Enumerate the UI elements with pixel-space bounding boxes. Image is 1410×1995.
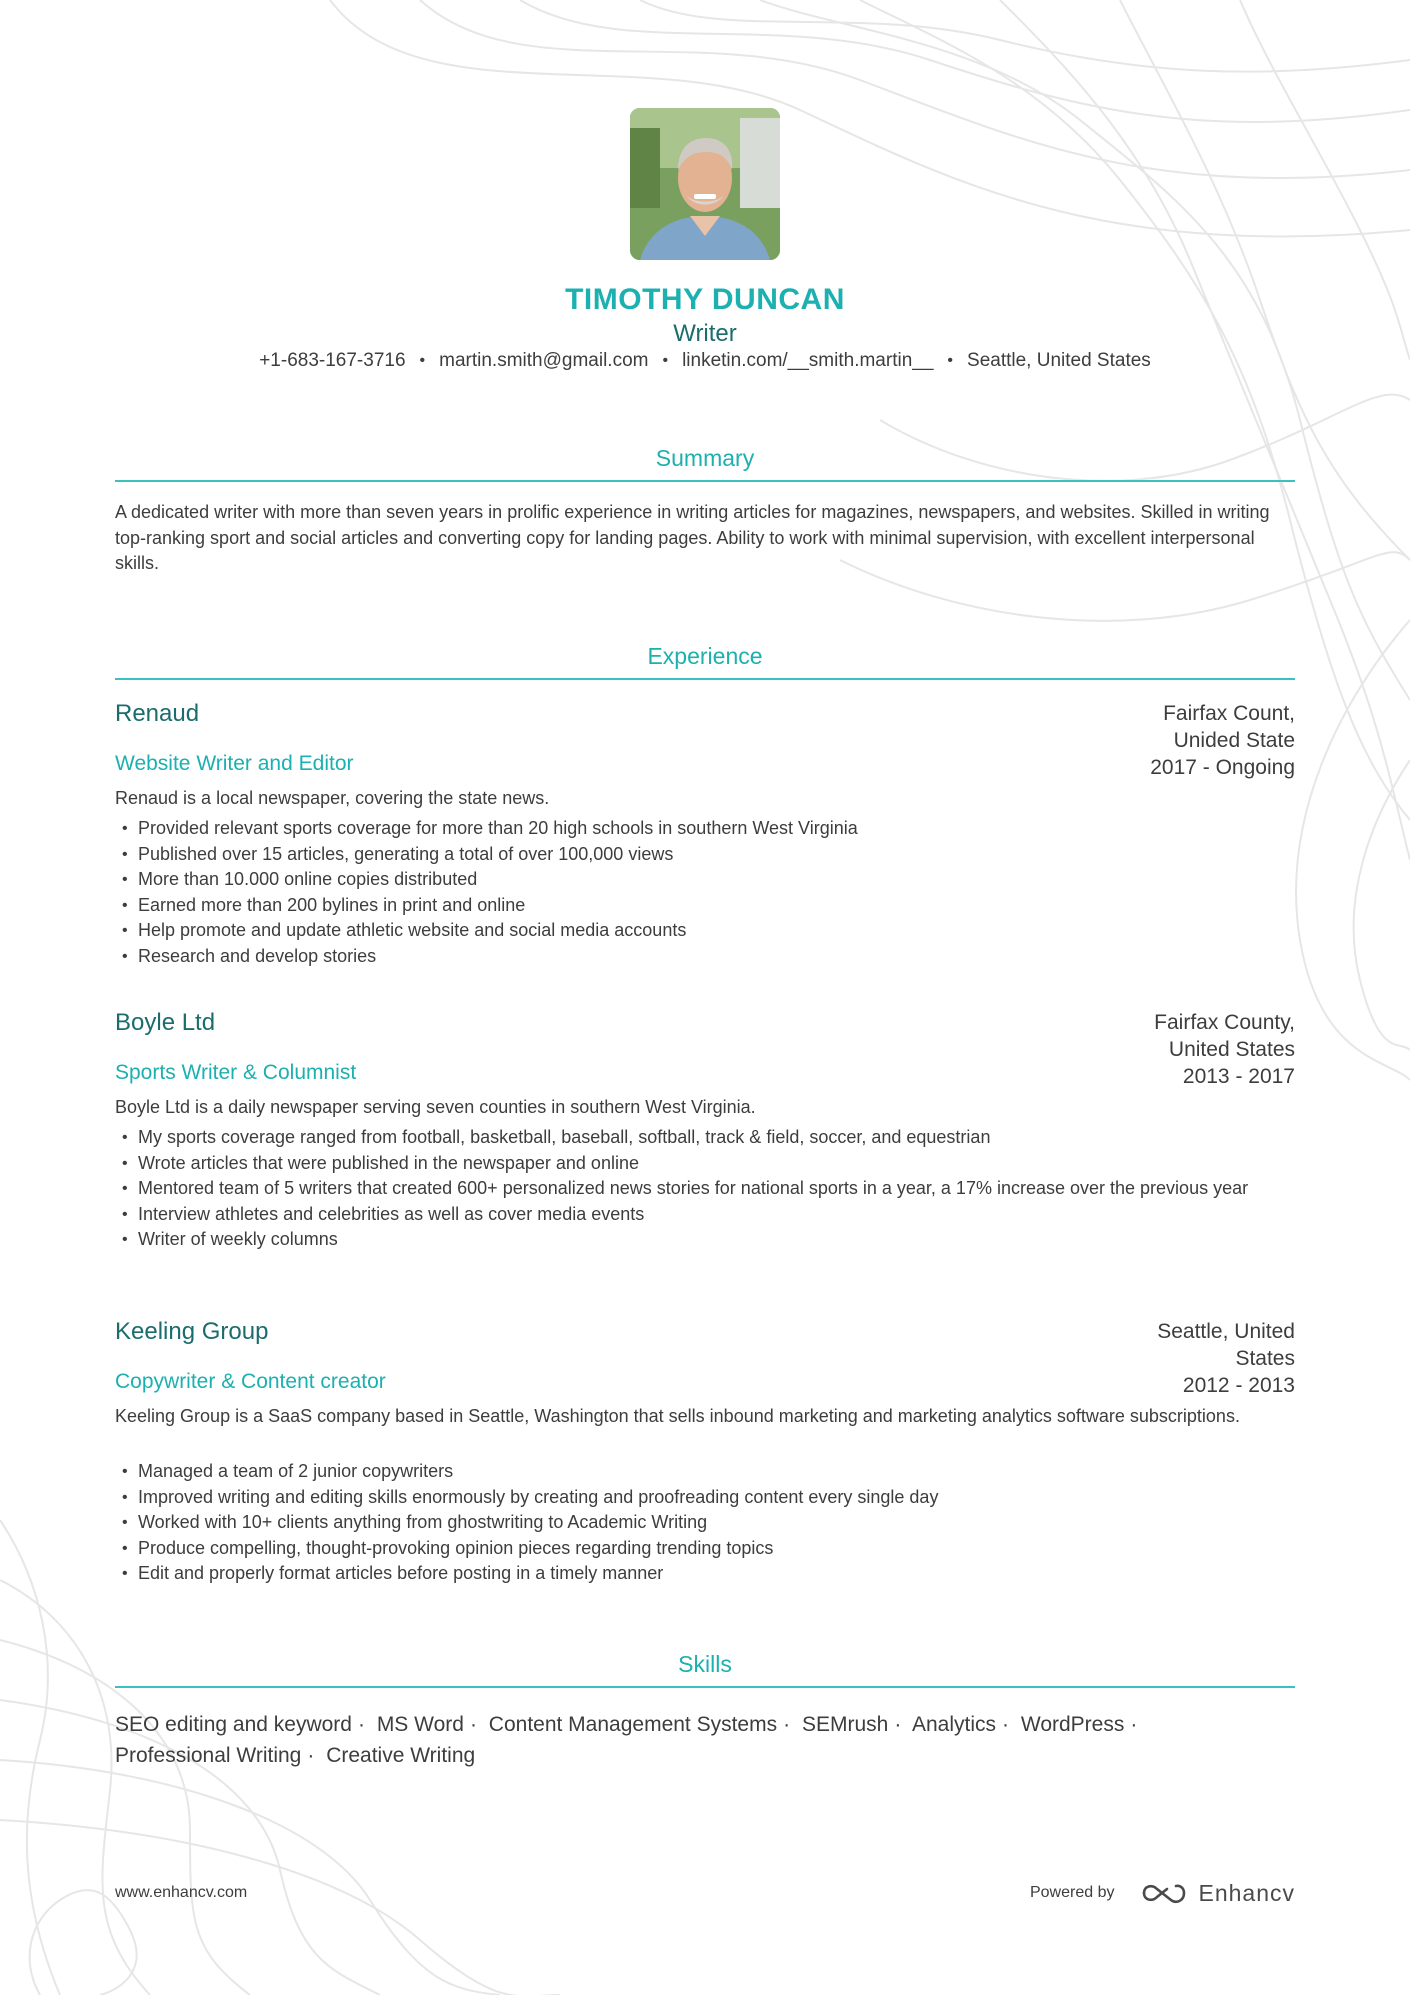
- skill-item: Content Management Systems: [488, 1713, 778, 1736]
- list-item: [115, 1227, 1295, 1253]
- entry-location: States: [1235, 1347, 1295, 1370]
- candidate-role: Writer: [673, 320, 737, 347]
- enhancv-logo-icon: [1140, 1880, 1188, 1906]
- skill-item: SEO editing and keyword: [115, 1713, 352, 1736]
- experience-entry: [115, 1009, 1295, 1279]
- company-name: Keeling Group: [115, 1318, 269, 1345]
- skill-item: Professional Writing: [115, 1744, 302, 1767]
- job-title: Copywriter & Content creator: [115, 1370, 386, 1393]
- list-item-text: Edit and properly format articles before posting in a timely manner: [138, 1563, 664, 1583]
- contact-separator: •: [419, 352, 426, 369]
- profile-photo: [630, 108, 780, 260]
- bullet-dot: •: [122, 947, 128, 965]
- list-item-text: My sports coverage ranged from football, basketball, baseball, softball, track & field, soccer, and equestrian: [138, 1127, 991, 1147]
- list-item: [115, 1510, 1295, 1536]
- job-title: Website Writer and Editor: [115, 752, 354, 775]
- skills-list: [115, 1709, 1195, 1771]
- list-item: [115, 1459, 1295, 1485]
- list-item: [115, 816, 1295, 842]
- experience-entry: [115, 1318, 1295, 1608]
- skill-separator: ·: [469, 1713, 477, 1736]
- skill-separator: ·: [1002, 1713, 1010, 1736]
- entry-dates: 2013 - 2017: [1182, 1065, 1295, 1088]
- list-item-text: Provided relevant sports coverage for more than 20 high schools in southern West Virginia: [138, 818, 858, 838]
- list-item-text: More than 10.000 online copies distributed: [138, 869, 478, 889]
- powered-by-label: Powered by: [1029, 1884, 1115, 1901]
- contact-email[interactable]: martin.smith@gmail.com: [439, 350, 649, 371]
- summary-text: A dedicated writer with more than seven years in prolific experience in writing articles for magazines, newspapers, and websites. Skilled in writing top-ranking sport and social articles and converting copy for landing pages. Ability to work with minimal supervision, with excellent interpersonal skills.: [115, 502, 1270, 573]
- entry-meta: [1035, 1318, 1295, 1399]
- skill-item: Creative Writing: [326, 1744, 476, 1767]
- company-description: Boyle Ltd is a daily newspaper serving seven counties in southern West Virginia.: [115, 1097, 756, 1117]
- skill-item: MS Word: [376, 1713, 464, 1736]
- list-item-text: Worked with 10+ clients anything from ghostwriting to Academic Writing: [138, 1512, 708, 1532]
- bullet-dot: •: [122, 1514, 128, 1531]
- footer-website-link[interactable]: www.enhancv.com: [115, 1884, 248, 1901]
- contact-location: Seattle, United States: [967, 350, 1151, 371]
- list-item-text: Interview athletes and celebrities as well as cover media events: [138, 1203, 645, 1224]
- job-title: Sports Writer & Columnist: [115, 1061, 357, 1084]
- bullet-dot: •: [122, 1231, 128, 1248]
- bullet-dot: •: [122, 896, 128, 914]
- footer-branding: [1030, 1878, 1295, 1908]
- list-item-text: Produce compelling, thought-provoking opinion pieces regarding trending topics: [138, 1537, 774, 1558]
- bullet-dot: •: [122, 1129, 128, 1146]
- bullet-dot: •: [122, 1565, 128, 1582]
- achievement-list: [115, 816, 1295, 969]
- list-item-text: Earned more than 200 bylines in print and online: [138, 894, 526, 915]
- list-item: [115, 867, 1295, 893]
- company-name: Renaud: [115, 700, 200, 727]
- contact-line: [0, 350, 1410, 372]
- skill-item: SEMrush: [801, 1713, 889, 1736]
- list-item-text: Published over 15 articles, generating a total of over 100,000 views: [138, 843, 674, 864]
- profile-photo-image: [630, 108, 780, 260]
- bullet-dot: •: [122, 1488, 128, 1506]
- entry-location: Unided State: [1173, 729, 1295, 752]
- experience-divider: [115, 678, 1295, 680]
- list-item: [115, 918, 1295, 944]
- company-name: Boyle Ltd: [115, 1009, 216, 1036]
- list-item-text: Help promote and update athletic website and social media accounts: [138, 920, 687, 940]
- summary-heading: Summary: [655, 445, 755, 471]
- contact-separator: •: [947, 352, 954, 369]
- list-item: [115, 944, 1295, 970]
- bullet-dot: •: [122, 845, 128, 863]
- candidate-name: TIMOTHY DUNCAN: [565, 283, 845, 316]
- summary-divider: [115, 480, 1295, 482]
- entry-location: United States: [1168, 1038, 1295, 1061]
- bullet-dot: •: [122, 820, 128, 837]
- entry-dates: 2012 - 2013: [1182, 1374, 1295, 1397]
- company-description: Renaud is a local newspaper, covering the state news.: [115, 788, 550, 808]
- list-item-text: Improved writing and editing skills enormously by creating and proofreading content every single day: [138, 1486, 939, 1507]
- bullet-dot: •: [122, 871, 128, 888]
- skill-item: WordPress: [1020, 1713, 1125, 1736]
- entry-location: Seattle, United: [1157, 1320, 1295, 1343]
- experience-entry: [115, 700, 1295, 970]
- bullet-dot: •: [122, 1463, 128, 1480]
- achievement-list: [115, 1125, 1295, 1253]
- brand-name: Enhancv: [1198, 1879, 1295, 1906]
- skill-separator: ·: [307, 1744, 315, 1767]
- entry-dates: 2017 - Ongoing: [1150, 756, 1295, 779]
- list-item: [115, 1125, 1295, 1151]
- bullet-dot: •: [122, 1205, 128, 1223]
- bullet-dot: •: [122, 922, 128, 939]
- list-item: [115, 1176, 1295, 1202]
- list-item: [115, 842, 1295, 868]
- company-description: Keeling Group is a SaaS company based in Seattle, Washington that sells inbound marketing and marketing analytics software subscriptions.: [115, 1406, 1240, 1426]
- bullet-dot: •: [122, 1154, 128, 1172]
- list-item-text: Research and develop stories: [138, 945, 377, 966]
- bullet-dot: •: [122, 1539, 128, 1557]
- skill-separator: ·: [894, 1713, 902, 1736]
- entry-meta: [1035, 1009, 1295, 1090]
- contact-phone: +1-683-167-3716: [259, 350, 406, 371]
- list-item: [115, 1151, 1295, 1177]
- achievement-list: [115, 1459, 1295, 1587]
- skill-separator: ·: [783, 1713, 791, 1736]
- list-item: [115, 1536, 1295, 1562]
- contact-link[interactable]: linketin.com/__smith.martin__: [682, 350, 934, 371]
- list-item-text: Managed a team of 2 junior copywriters: [138, 1461, 454, 1481]
- contact-separator: •: [662, 352, 669, 369]
- list-item: [115, 1202, 1295, 1228]
- entry-location: Fairfax County,: [1154, 1011, 1295, 1034]
- skill-separator: ·: [1130, 1713, 1138, 1736]
- list-item: [115, 1485, 1295, 1511]
- skill-separator: ·: [357, 1713, 365, 1736]
- experience-heading: Experience: [647, 643, 763, 669]
- list-item: [115, 893, 1295, 919]
- entry-meta: [1035, 700, 1295, 781]
- list-item-text: Wrote articles that were published in the newspaper and online: [138, 1152, 639, 1173]
- skills-heading: Skills: [678, 1651, 732, 1677]
- bullet-dot: •: [122, 1180, 128, 1197]
- skills-divider: [115, 1686, 1295, 1688]
- skill-item: Analytics: [912, 1713, 997, 1736]
- list-item-text: Writer of weekly columns: [138, 1229, 338, 1249]
- list-item-text: Mentored team of 5 writers that created 600+ personalized news stories for national sports in a year, a 17% increase over the previous year: [138, 1178, 1249, 1198]
- entry-location: Fairfax Count,: [1163, 702, 1295, 725]
- list-item: [115, 1561, 1295, 1587]
